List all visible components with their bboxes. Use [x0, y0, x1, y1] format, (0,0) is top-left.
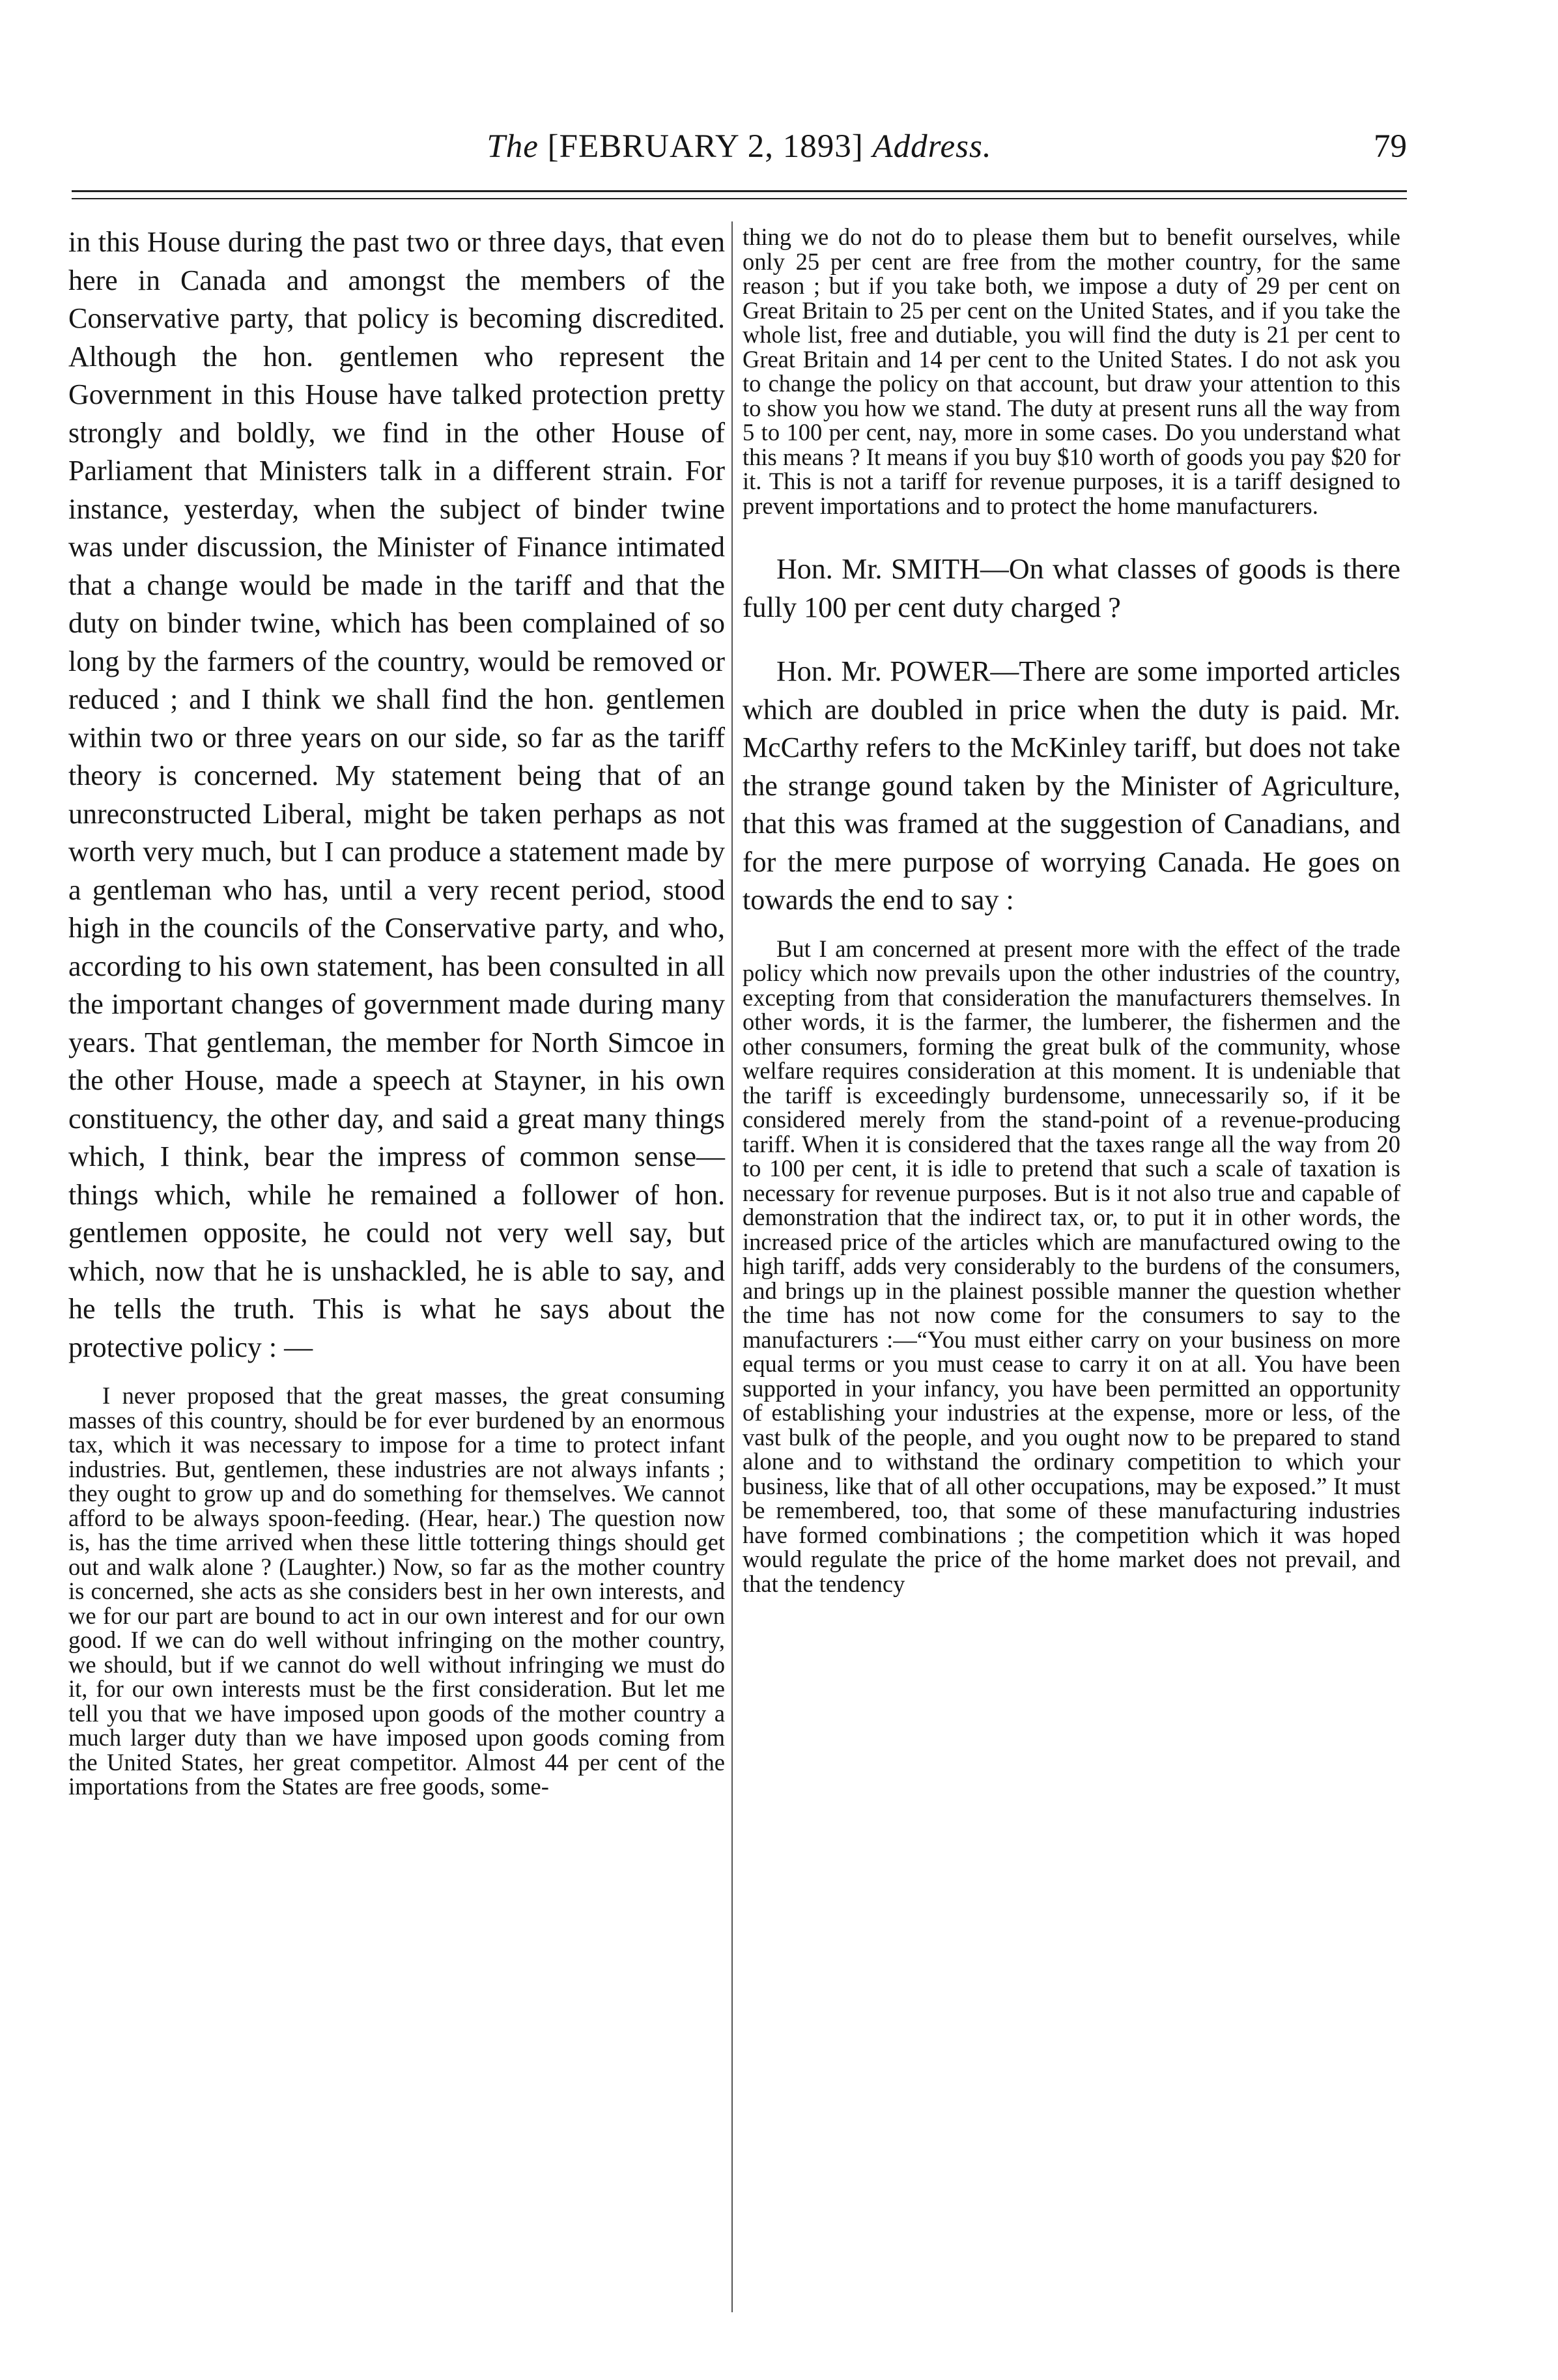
title-date: [FEBRUARY 2, 1893] — [547, 128, 864, 165]
quoted-speech: I never proposed that the great masses, the great consuming masses of this country, should be for ever burdened by an enormous tax, which it was necessary to impose for a time to protect infant industries. But, gentlemen, these industries are not always infants ; they ought to grow up and do something for themselves. We cannot afford to be always spoon-feeding. (Hear, hear.) The question now is, has the time arrived when these little tottering things should get out and walk alone ? (Laughter.) Now, so far as the mother country is concerned, she acts as she considers best in her own interests, and we for our part are bound to act in our own interest and for our own good. If we can do well without infringing on the mother country, we should, but if we cannot do well without infringing we must do it, for our own interests must be the first consideration. But let me tell you that we have imposed upon goods of the mother country a much larger duty than we have imposed upon goods coming from the United States, her great competitor. Almost 44 per cent of the importations from the States are free goods, some- — [68, 1382, 725, 1800]
page-header — [72, 128, 1407, 180]
title-prefix: The — [487, 128, 539, 165]
header-rule — [72, 190, 1407, 192]
left-column — [68, 223, 725, 1799]
quoted-speech-continued: thing we do not do to please them but to benefit ourselves, while only 25 per cent are free from the mother country, for the same reason ; but if you take both, we impose a duty of 29 per cent on Great Britain to 25 per cent on the United States, and if you take the whole list, free and dutiable, you will find the duty is 21 per cent to Great Britain and 14 per cent to the United States. I do not ask you to change the policy on that account, but draw your attention to this to show you how we stand. The duty at present runs all the way from 5 to 100 per cent, nay, more in some cases. Do you understand what this means ? It means if you buy $10 worth of goods you pay $20 for it. This is not a tariff for revenue purposes, it is a tariff designed to prevent importations and to protect the home manufacturers. — [743, 223, 1400, 519]
speech-paragraph: in this House during the past two or three days, that even here in Canada and amongst the members of the Conservative party, that policy is becoming discredited. Although the hon. gentlemen who represent the Government in this House have talked protection pretty strongly and boldly, we find in the other House of Parliament that Ministers talk in a different strain. For instance, yesterday, when the subject of binder twine was under discussion, the Minister of Finance intimated that a change would be made in the tariff and that the duty on binder twine, which has been complained of so long by the farmers of the country, would be removed or reduced ; and I think we shall find the hon. gentlemen within two or three years on our side, so far as the tariff theory is concerned. My statement being that of an unreconstructed Liberal, might be taken perhaps as not worth very much, but I can produce a statement made by a gentleman who has, until a very recent period, stood high in the councils of the Conservative party, and who, according to his own statement, has been consulted in all the important changes of government made during many years. That gentleman, the member for North Simcoe in the other House, made a speech at Stayner, in his own constituency, the other day, and said a great many things which, I think, bear the impress of common sense—things which, while he remained a follower of hon. gentlemen opposite, he could not very well say, but which, now that he is unshackled, he is able to say, and he tells the truth. This is what he says about the protective policy : — — [68, 226, 725, 1363]
title-suffix: Address. — [872, 128, 992, 165]
power-answer: Hon. Mr. POWER—There are some imported articles which are doubled in price when the duty is paid. Mr. McCarthy refers to the McKinley tariff, but does not take the strange gound taken by the Minister of Agriculture, that this was framed at the suggestion of Canadians, and for the mere purpose of worrying Canada. He goes on towards the end to say : — [743, 655, 1400, 916]
header-rule-thin — [72, 198, 1407, 199]
column-divider — [731, 221, 733, 2312]
right-column — [743, 225, 1400, 1596]
mccarthy-quote: But I am concerned at present more with the effect of the trade policy which now prevails upon the other industries of the country, excepting from that consideration the manufacturers themselves. In other words, it is the farmer, the lumberer, the fishermen and the other consumers, forming the great bulk of the community, whose welfare requires consideration at this moment. It is undeniable that the tariff is exceedingly burdensome, unnecessarily so, if it be considered merely from the stand-point of a revenue-producing tariff. When it is considered that the taxes range all the way from 20 to 100 per cent, it is idle to pretend that such a scale of taxation is necessary for revenue purposes. But is it not also true and capable of demonstration that the indirect tax, or, to put it in other words, the increased price of the articles which are manufactured owing to the high tariff, adds very considerably to the burdens of the consumers, and brings up in the plainest possible manner the question whether the time has not now come for the consumers to say to the manufacturers :—“You must either carry on your business on more equal terms or you must cease to carry it on at all. You have been supported in your infancy, you have been permitted an opportunity of establishing your industries at the expense, more or less, of the vast bulk of the people, and you ought now to be prepared to stand alone and to withstand the ordinary competition to which your business, like that of all other occupations, may be exposed.” It must be remembered, too, that some of these manufacturing industries have formed combinations ; the competition which it was hoped would regulate the price of the home market does not prevail, and that the tendency — [743, 935, 1400, 1597]
running-title — [72, 128, 1407, 165]
smith-question: Hon. Mr. SMITH—On what classes of goods is there fully 100 per cent duty charged ? — [743, 553, 1400, 623]
page-number: 79 — [1374, 128, 1407, 165]
